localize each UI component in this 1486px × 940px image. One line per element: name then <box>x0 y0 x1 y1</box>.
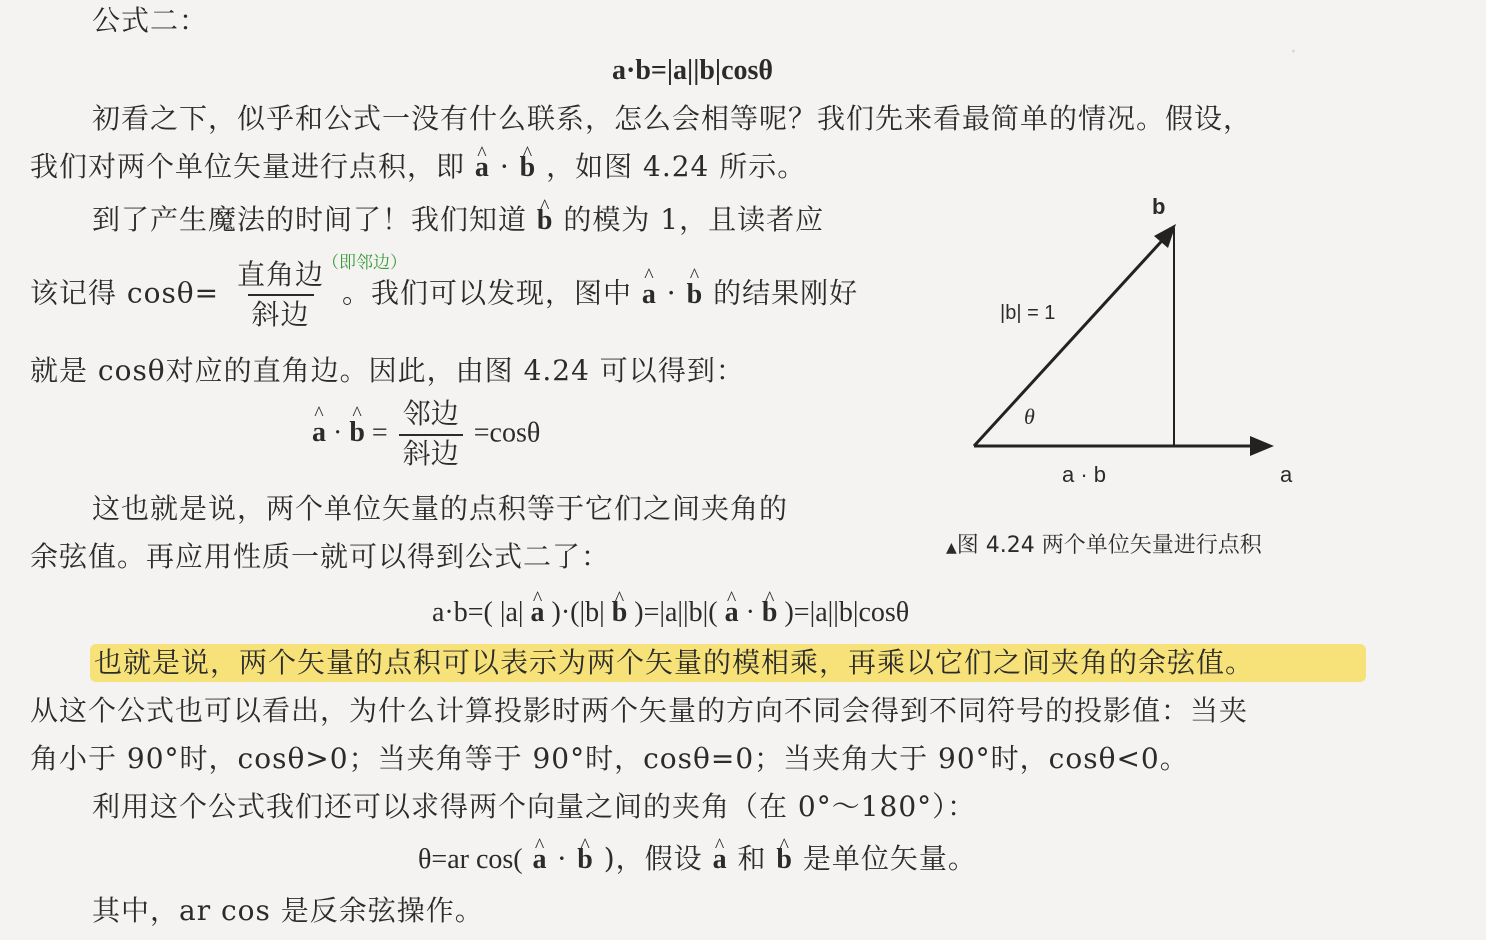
text: 。我们可以发现，图中 <box>341 276 632 310</box>
fraction-denominator: 斜边 <box>248 294 314 334</box>
unit-vector-a: ^ a <box>725 596 739 630</box>
text: ，如图 4.24 所示。 <box>546 150 807 183</box>
fraction-numerator: 直角边 <box>237 258 325 291</box>
text: 我们对两个单位矢量进行点积，即 <box>30 150 466 183</box>
figure-label-a: a <box>1280 462 1293 487</box>
vector-b-line <box>974 232 1170 446</box>
figure-label-theta: θ <box>1024 404 1035 429</box>
caption-text: 图 4.24 两个单位矢量进行点积 <box>956 533 1262 558</box>
dot-operator: · <box>745 597 755 628</box>
paragraph-2-line-2 <box>30 256 858 334</box>
annotation-note: （即邻边） <box>322 253 407 273</box>
unit-vector-b: ^ b <box>537 204 554 238</box>
figure-label-projection: a · b <box>1062 462 1107 487</box>
formula-part: )·(|b| <box>551 597 605 628</box>
figure-caption <box>946 528 1262 559</box>
formula-part: )，假设 <box>603 842 703 875</box>
unit-vector-b: ^ b <box>349 417 365 449</box>
figure-unit-vectors <box>940 180 1360 510</box>
dot-operator: · <box>557 842 568 875</box>
formula-part: a·b=( |a| <box>432 597 524 628</box>
formula-part: 是单位矢量。 <box>802 842 977 875</box>
highlighted-sentence: 也就是说，两个矢量的点积可以表示为两个矢量的模相乘，再乘以它们之间夹角的余弦值。 <box>94 646 1255 679</box>
paragraph-1-line-1: 初看之下，似乎和公式一没有什么联系，怎么会相等呢？我们先来看最简单的情况。假设， <box>92 102 1253 135</box>
figure-label-b: b <box>1152 194 1166 219</box>
paragraph-4-line-1: 从这个公式也可以看出，为什么计算投影时两个矢量的方向不同会得到不同符号的投影值：当夹 <box>30 694 1249 727</box>
unit-vector-b: ^ b <box>577 843 594 877</box>
dot-operator: · <box>333 417 343 449</box>
paragraph-3-line-1: 这也就是说，两个单位矢量的点积等于它们之间夹角的 <box>92 492 789 525</box>
dot-operator: · <box>666 276 677 310</box>
unit-vector-b: ^ b <box>612 596 628 630</box>
unit-vector-a: ^ a <box>642 279 657 311</box>
paragraph-4-line-3: 利用这个公式我们还可以求得两个向量之间的夹角（在 0°～180°）： <box>92 790 977 823</box>
text: 的结果刚好 <box>713 276 859 310</box>
fraction-adjacent-hypotenuse <box>399 396 463 474</box>
paragraph-1-line-2 <box>30 150 806 185</box>
formula-dot-product: a·b=|a||b|cosθ <box>612 55 774 86</box>
formula-rhs: =cosθ <box>473 417 541 449</box>
text: 的模为 1，且读者应 <box>563 203 825 236</box>
dot-operator: · <box>499 150 510 183</box>
unit-vector-b: ^ b <box>687 279 704 311</box>
unit-vector-b: ^ b <box>776 843 793 877</box>
paragraph-4-line-2: 角小于 90°时，cosθ>0；当夹角等于 90°时，cosθ=0；当夹角大于 90°时，cosθ<0。 <box>30 742 1189 775</box>
paragraph-5: 其中，ar cos 是反余弦操作。 <box>92 894 484 927</box>
unit-vector-b: ^ b <box>762 596 778 630</box>
formula-unit-dot <box>312 396 540 474</box>
unit-vector-a: ^ a <box>312 417 326 449</box>
formula-part: θ=ar cos( <box>418 844 523 875</box>
vector-a-arrowhead <box>1250 436 1274 456</box>
formula-part: )=|a||b|cosθ <box>784 597 910 628</box>
formula-part: 和 <box>737 842 767 875</box>
paragraph-3-line-2: 余弦值。再应用性质一就可以得到公式二了： <box>30 540 611 573</box>
paragraph-2-line-3: 就是 cosθ对应的直角边。因此，由图 4.24 可以得到： <box>30 354 745 387</box>
section-heading: 公式二： <box>92 4 209 37</box>
unit-vector-a: ^ a <box>531 596 545 630</box>
fraction-cos <box>233 256 328 334</box>
figure-label-magnitude: |b| = 1 <box>1000 302 1056 324</box>
unit-vector-b: ^ b <box>520 151 537 185</box>
unit-vector-a: ^ a <box>475 151 490 185</box>
text: 该记得 cosθ= <box>30 276 220 310</box>
fraction-denominator: 斜边 <box>399 434 463 474</box>
formula-part: )=|a||b|( <box>634 597 718 628</box>
fraction-numerator: 邻边 <box>402 399 459 430</box>
text: 到了产生魔法的时间了！我们知道 <box>92 203 528 236</box>
bleed-through-text: · <box>1290 40 1297 65</box>
paragraph-2-line-1 <box>92 203 824 238</box>
formula-general-dot <box>432 596 909 630</box>
unit-vector-a: ^ a <box>713 843 728 877</box>
caption-marker: ▲ <box>946 540 957 556</box>
equals: = <box>371 417 388 449</box>
unit-vector-a: ^ a <box>533 843 548 877</box>
formula-arccos <box>418 842 977 877</box>
